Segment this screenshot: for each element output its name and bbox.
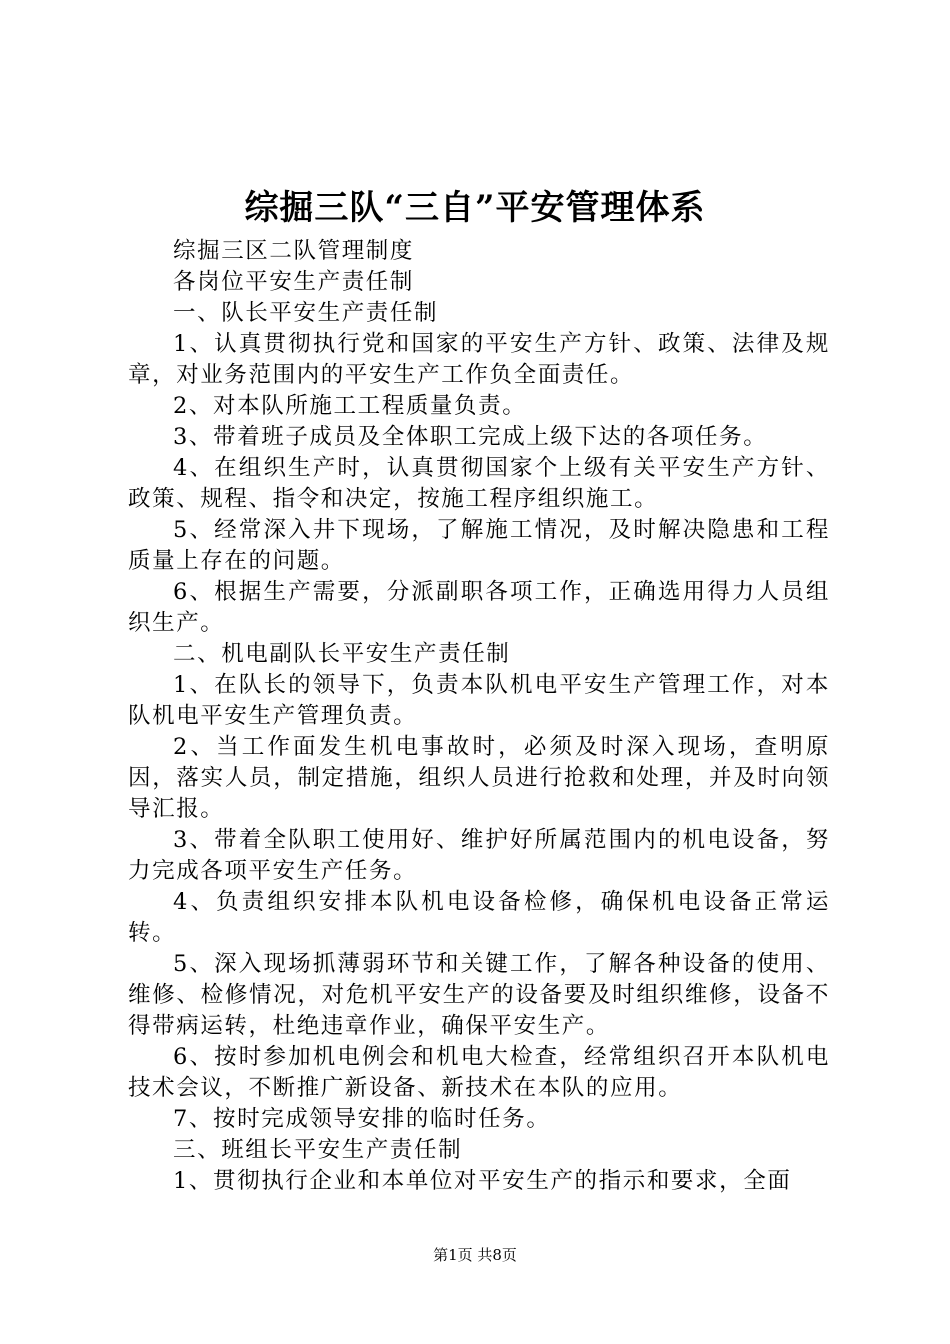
- section-heading-2: 二、机电副队长平安生产责任制: [173, 641, 511, 667]
- paragraph: 6、根据生产需要，分派副职各项工作，正确选用得力人员组织生产。: [128, 579, 830, 636]
- paragraph: 1、在队长的领导下，负责本队机电平安生产管理工作，对本队机电平安生产管理负责。: [128, 672, 830, 729]
- page-number-footer: 第1页 共8页: [433, 1246, 517, 1264]
- section-heading-1: 一、队长平安生产责任制: [173, 300, 439, 326]
- paragraph: 3、带着全队职工使用好、维护好所属范围内的机电设备，努力完成各项平安生产任务。: [128, 827, 830, 884]
- document-title: 综掘三队“三自”平安管理体系: [244, 188, 706, 228]
- paragraph: 2、当工作面发生机电事故时，必须及时深入现场，查明原因，落实人员，制定措施，组织人员进行抢救和处理，并及时向领导汇报。: [128, 734, 830, 822]
- paragraph-subtitle-2: 各岗位平安生产责任制: [173, 269, 415, 295]
- paragraph: 1、认真贯彻执行党和国家的平安生产方针、政策、法律及规章，对业务范围内的平安生产工作负全面责任。: [128, 331, 830, 388]
- section-heading-3: 三、班组长平安生产责任制: [173, 1137, 463, 1163]
- paragraph: 4、在组织生产时，认真贯彻国家个上级有关平安生产方针、政策、规程、指令和决定，按施工程序组织施工。: [128, 455, 830, 512]
- paragraph: 2、对本队所施工工程质量负责。: [173, 393, 527, 419]
- paragraph: 5、经常深入井下现场，了解施工情况，及时解决隐患和工程质量上存在的问题。: [128, 517, 830, 574]
- paragraph: 3、带着班子成员及全体职工完成上级下达的各项任务。: [173, 424, 768, 450]
- paragraph-subtitle-1: 综掘三区二队管理制度: [173, 238, 415, 264]
- paragraph: 1、贯彻执行企业和本单位对平安生产的指示和要求，全面: [173, 1168, 792, 1194]
- paragraph: 5、深入现场抓薄弱环节和关键工作，了解各种设备的使用、维修、检修情况，对危机平安生产的设备要及时组织维修，设备不得带病运转，杜绝违章作业，确保平安生产。: [128, 951, 830, 1039]
- paragraph: 4、负责组织安排本队机电设备检修，确保机电设备正常运转。: [128, 889, 830, 946]
- paragraph: 7、按时完成领导安排的临时任务。: [173, 1106, 551, 1132]
- paragraph: 6、按时参加机电例会和机电大检查，经常组织召开本队机电技术会议，不断推广新设备、新技术在本队的应用。: [128, 1044, 830, 1101]
- document-body: [128, 236, 830, 1197]
